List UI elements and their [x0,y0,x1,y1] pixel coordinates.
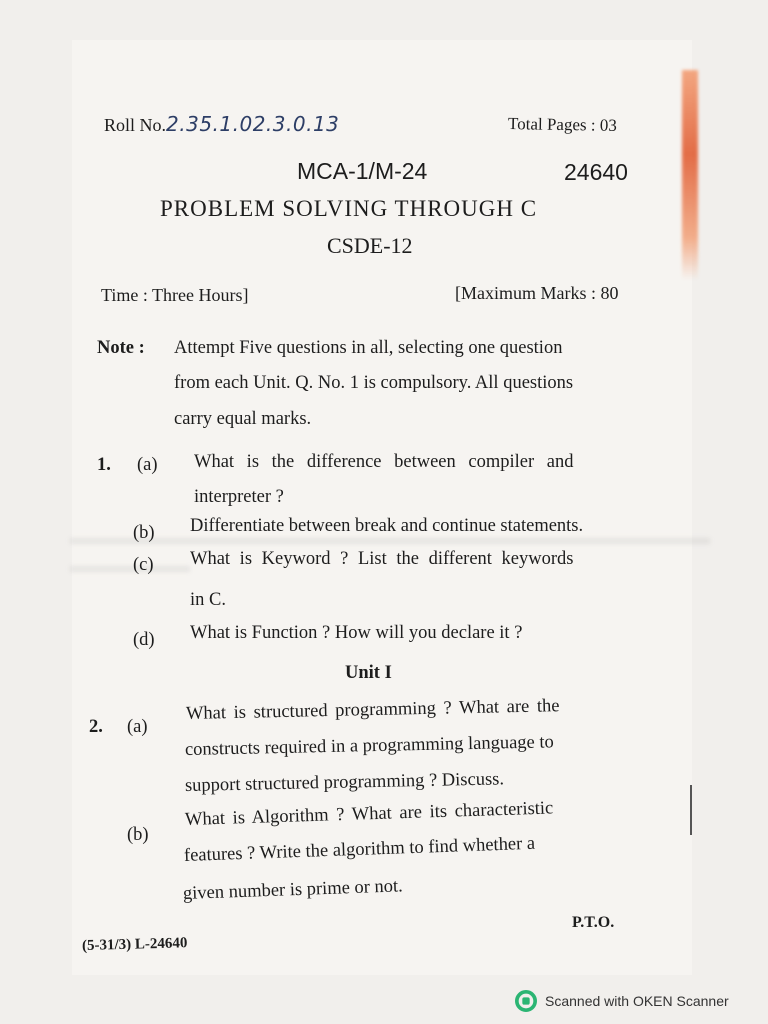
paper-edge-stain [682,70,698,280]
part-label: (d) [133,630,155,650]
paper-number: 24640 [564,159,628,185]
paper-footer-code: (5-31/3) L-24640 [81,935,188,954]
time-allowed: Time : Three Hours] [101,285,249,305]
question-text: What is the difference between compiler and [194,452,574,472]
please-turn-over: P.T.O. [572,914,615,931]
question-text: Differentiate between break and continue statements. [190,516,584,536]
part-label: (a) [127,717,148,737]
part-label: (c) [133,555,154,575]
question-text: What is Keyword ? List the different keywords [190,549,574,569]
paper-title: PROBLEM SOLVING THROUGH C [160,196,538,221]
note-line: carry equal marks. [174,409,312,429]
paper-edge-mark [690,785,692,835]
scan-smear [70,538,710,544]
part-label: (b) [127,825,149,845]
part-label: (b) [133,523,155,543]
question-text: support structured programming ? Discuss. [184,769,505,796]
total-pages: Total Pages : 03 [507,114,617,135]
oken-scanner-logo-icon [515,990,537,1012]
question-text: in C. [190,590,226,610]
exam-code: MCA-1/M-24 [297,158,428,184]
note-line: from each Unit. Q. No. 1 is compulsory. All questions [174,373,574,393]
scanner-watermark-text: Scanned with OKEN Scanner [545,993,729,1009]
question-text: interpreter ? [194,487,284,507]
question-text: What is Algorithm ? What are its characteristic [184,798,554,830]
maximum-marks: [Maximum Marks : 80 [455,283,619,303]
note-line: Attempt Five questions in all, selecting one question [174,338,563,358]
question-text: features ? Write the algorithm to find whether a [183,833,536,866]
scanner-watermark [515,990,729,1012]
note-label: Note : [97,338,145,358]
question-text: given number is prime or not. [182,876,404,904]
question-text: What is structured programming ? What are the [185,696,560,724]
roll-value: 2.35.1.02.3.0.13 [166,112,340,136]
roll-number [104,112,339,136]
question-text: constructs required in a programming language to [184,732,554,760]
course-code: CSDE-12 [327,233,413,258]
question-number: 2. [89,717,103,737]
roll-label: Roll No. [104,115,167,135]
part-label: (a) [137,455,158,475]
question-text: What is Function ? How will you declare it ? [190,623,523,643]
question-number: 1. [97,455,111,475]
unit-heading: Unit I [345,663,392,683]
scan-smear [70,566,190,572]
